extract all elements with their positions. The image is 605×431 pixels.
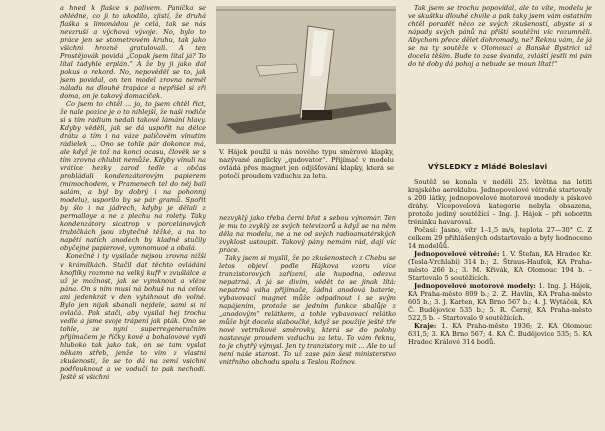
paragraph: Soutěž se konala v neděli 25. května na letiti krajského aeroklubu. Jednopovelové větroňé startovaly s 200 látky, jednopovelové motorové modely s pískové dráhy. Vícepovelová kategorie nebyla obsazena, protože jediný soutěžící – Ing. J. Hájek – při soboritn tréninku havaroval. bbox=[408, 178, 592, 227]
category-results: 1. Ing. J. Hájek, KA Praha-město 809 b.; 2. Z. Havlín, KA Praha-město 605 b.; 3. J. Karten, KA Brno 567 b.; 4. J. Wytáček, KA Č. Budějovice 535 b.; 5. R. Černý, KA Praha-město 522,5 b. – Startovalo 9 soutěžících. bbox=[408, 282, 592, 323]
paragraph: nezvyklý jako třeba černi břat s sebou výnomár. Ten je mu to zvyklý ze svých televizorů a když se na něm děla na modelu, ne a ne od svých radioamatérských zvyklost ustoupit. Takový pány nemám rád, dají víc práce. bbox=[219, 214, 396, 255]
column-left bbox=[60, 4, 206, 429]
paragraph: a hned k flašce s palivem. Panička se ohlédne, co ji to ukodilo, zjistí, že druhá flaška s limonádou je celá, tak se nás nevzruší a výchová vývoje. No, bylo to práce jen se stometrovém kruhu, tak jako všichni hrozně gratulovali. A ten Prostějovák povidá „Copak jsem lítal já? To lítal tadyhle erplán.“ A že by ji jako dal pokus o rekord. No, nepověděl se to, jak jsem povidal, on ten model zrovna neměl náladu na dlouhé trapáce a nepřišel si zří doma, on je takový domacíček. bbox=[60, 4, 206, 101]
paragraph: Tak jsem se trochu popovídal, ale to víte, modelu je ve skuštku dlouhé chvile a pak taky jsem vám ostatním chtěl poradět něco ze svých zkušeností, abyste si s nápady svých pánů na příští soutěžni víc rozumněli. Abychom přece dělet dohromady, ne? Řeknu vám, že já se na ty soutěže v Olomouci a Banské Bystrici už docela těším. Bude to zase švanda, zvláští jestli mi pán do té doby dá pohoj a nebude se moun lítat!“ bbox=[408, 4, 592, 69]
caption-text: V. Hájek použil u nás nového typu směrové klapky, nazývané anglicky „qudovator“. Přijímač v modelu ovládá přes magnet jen odjišťování klapky, která se potočí proudem vzduchu za letu. bbox=[219, 148, 394, 181]
category-heading: Kraje: bbox=[414, 322, 437, 331]
paragraph: Co jsem to chtěl ... jo, to jsem chtěl říct, že nale pozice je o to nihlejší, že naši rodiče si s tím rádium nedali takové lámání hlavy. Kdyby věděli, jak se dá uspořit na délce drátu a tím i na váze palíčovém vínutim rádielek ... Ono se tohle pár dokonce má, ale když je tož na konci ocasu, člověk se s tím zrovna chlubit nemůže. Kdyby vínuli na vrátíce hezky zarod tedle a občas probládali kondenzátorovým papierem (mimochodem, v Pramenech tel do něj balí salám, a byl by dobrý i na pohonný modelu), usporilo by se pár gramů. Spořit by šlo i na jádrech, kdyby je dělali z permalloye a ne z plechu na rolety. Taky kondenzátory sicatrop v porcelánových trubičkách jsou zbytečně těžké, a na to napětí natích anodech by kladně stučily obyčejné papierové, vymnomuoé a obalá. bbox=[60, 100, 206, 253]
paragraph: Počasí: Jasno, vítr 1–1,5 m/s, teplota 27—30° C. Z celkem 29 přihlášených odstartovalo a byly hodnoceno 14 modelůů. bbox=[408, 226, 592, 251]
photo-model-aircraft bbox=[216, 6, 396, 144]
category-heading: Jednopovelové motorové modely: bbox=[414, 282, 536, 291]
category-results: 1. V. Štefan, KA Hradec Kr. (Tesla-Vrchlabí) 314 b.; 2. Štraus-Haufek, KA Praha-město 266 b.; 3. M. Křivák, KA Olomouc 194 b. – Startovalo 5 soutěžících. bbox=[408, 250, 592, 283]
results-heading: VÝSLEDKY z Mládé Boleslavi bbox=[428, 162, 548, 171]
results-regions bbox=[408, 322, 592, 346]
results-glider bbox=[408, 250, 592, 282]
results-motor bbox=[408, 282, 592, 322]
results-section bbox=[408, 178, 592, 428]
column-right-top bbox=[408, 4, 592, 150]
paragraph: Taky jsem si myslil, že po zkušenostech z Chebu se letos objeví podle Hájkova vzoru více tranzistorových zařízení, ale hupodna, odezva nepatrná. A já se divím, vědět to se jinak lítá: nepatrná váha přijímače, žádná anodová baterie, vybavovací magnet může odpadnout i se svým napájením, protože se jedním funkce sbalůje z „anodovým“ relátkem, a tohle vybavovací relátko může být docela slaboučké, když se použije ještě tře nové vetrníkové směrovky, která se do polohy nastavuje proudem vzduchu za letu. To vám řeknu, to je chytřý výmysl. Jen ty tranzistory mit ... Ale to už není naše starost. To už zase pán šest ministerstvo vnitřního obchodu spolu s Teslou Rožnov. bbox=[219, 254, 396, 367]
paragraph: Konečně i ty vysilače nejsou zrovna nižší v krámílkách. Stačil dat těchto ovládáni knoflíky rozmno na velký kufř v zvušlálce a už je možnost, jak se vymknout a vléze pána. On s ním musí ná bohuš na ná celou ani jedenkrát v den vytáhnout do volné. Bylo jen nijak sbanali nejdele, sami si ni ovlačá. Pak stači, aby vysilal hej trochu vedle a jsme svoje trápení jak pták. Ono se tohle, ze nyní superregeneračním přijímačem je říčky kové a bohalovové vydí hluboko tak jako tak, on se tam vyslat někam střeb, jenže to vím z vlastní zkušenosti, že se to dá na zemí vsichni podřouknout a ve vodučí to pak nechodi. Ještě si všichni bbox=[60, 252, 206, 381]
category-heading: Jednopovelové větroňé: bbox=[414, 250, 500, 259]
category-results: 1. KA Praha-město 1936; 2. KA Olomouc 631,5; 3. KA Brno 567; 4. KA Č. Budějovice 535; 5. KA Hradec Králové 314 bodů. bbox=[408, 322, 592, 347]
photo-illustration bbox=[216, 6, 396, 144]
column-middle bbox=[219, 214, 396, 428]
photo-caption bbox=[219, 148, 394, 208]
